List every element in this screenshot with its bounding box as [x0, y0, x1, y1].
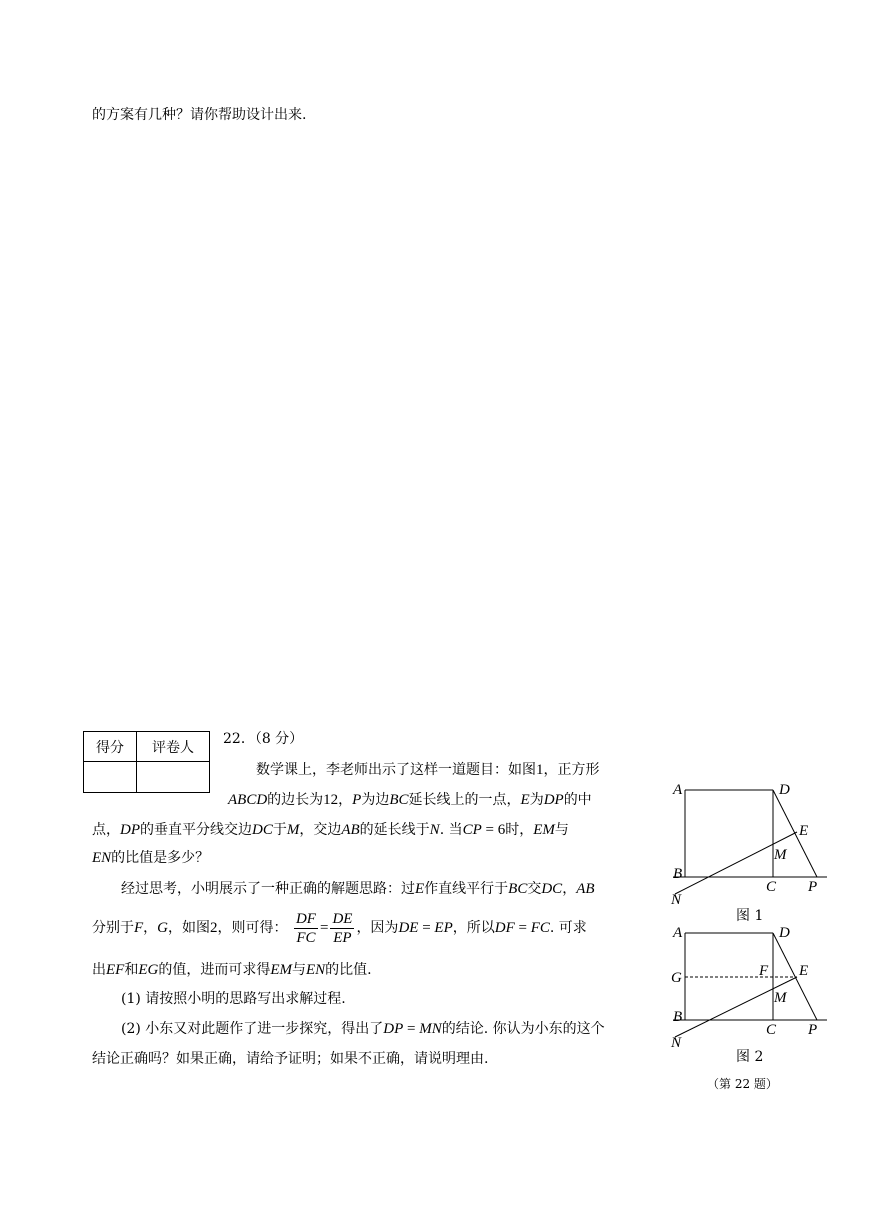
figure-2-caption: 图 2: [736, 1049, 764, 1065]
segment-ne: [675, 832, 797, 894]
label-c: C: [766, 1022, 777, 1038]
problem-line-3: 点，DP的垂直平分线交边DC于M，交边AB的延长线于N. 当CP = 6时，EM与: [92, 822, 569, 838]
score-header: 得分: [84, 732, 137, 762]
score-table: [83, 731, 210, 793]
label-b: B: [673, 866, 683, 882]
label-e: E: [799, 823, 809, 839]
label-a: A: [673, 782, 683, 798]
figure-1-caption: 图 1: [736, 908, 764, 924]
label-m: M: [774, 847, 787, 863]
label-p: P: [808, 1022, 818, 1038]
label-d: D: [779, 782, 790, 798]
label-f: F: [759, 963, 769, 979]
problem-line-4: EN的比值是多少？: [92, 850, 210, 866]
label-p: P: [808, 879, 818, 895]
score-cell: [84, 762, 137, 793]
question-2: (2) 小东又对此题作了进一步探究，得出了DP = MN的结论. 你认为小东的这个: [121, 1021, 605, 1037]
problem-line-1: 数学课上，李老师出示了这样一道题目：如图1，正方形: [256, 762, 600, 778]
label-b: B: [673, 1009, 683, 1025]
label-m: M: [774, 990, 787, 1006]
fraction-de-ep: $\frac{DE}{EP}$: [332, 910, 353, 946]
previous-problem-tail: 的方案有几种？请你帮助设计出来.: [92, 107, 307, 123]
problem-line-2: ABCD的边长为12，P为边BC延长线上的一点，E为DP的中: [228, 792, 592, 808]
label-n: N: [671, 1035, 682, 1051]
label-a: A: [673, 925, 683, 941]
grader-header: 评卷人: [137, 732, 210, 762]
problem-line-7: 出EF和EG的值，进而可求得EM与EN的比值.: [92, 962, 372, 978]
label-c: C: [766, 879, 777, 895]
question-1: (1) 请按照小明的思路写出求解过程.: [121, 991, 346, 1007]
figure-1: [665, 775, 835, 910]
problem-number: 22．（8 分）: [223, 731, 304, 747]
grader-cell: [137, 762, 210, 793]
label-e: E: [799, 963, 809, 979]
figure-source-caption: （第 22 题）: [707, 1077, 778, 1091]
problem-line-6: 分别于F，G，如图2，则可得： $\frac{DF}{FC}$ = $\frac{DE}{EP}$ ，因为DE = EP，所以DF = FC. 可求: [92, 910, 587, 946]
segment-ne: [675, 977, 797, 1037]
label-d: D: [779, 925, 790, 941]
fraction-df-fc: $\frac{DF}{FC}$: [295, 910, 316, 946]
figure-2: [665, 920, 835, 1055]
problem-line-5: 经过思考，小明展示了一种正确的解题思路：过E作直线平行于BC交DC，AB: [121, 881, 595, 897]
question-2-continued: 结论正确吗？如果正确，请给予证明；如果不正确，请说明理由.: [92, 1051, 489, 1067]
label-n: N: [671, 892, 682, 908]
label-g: G: [671, 970, 682, 986]
